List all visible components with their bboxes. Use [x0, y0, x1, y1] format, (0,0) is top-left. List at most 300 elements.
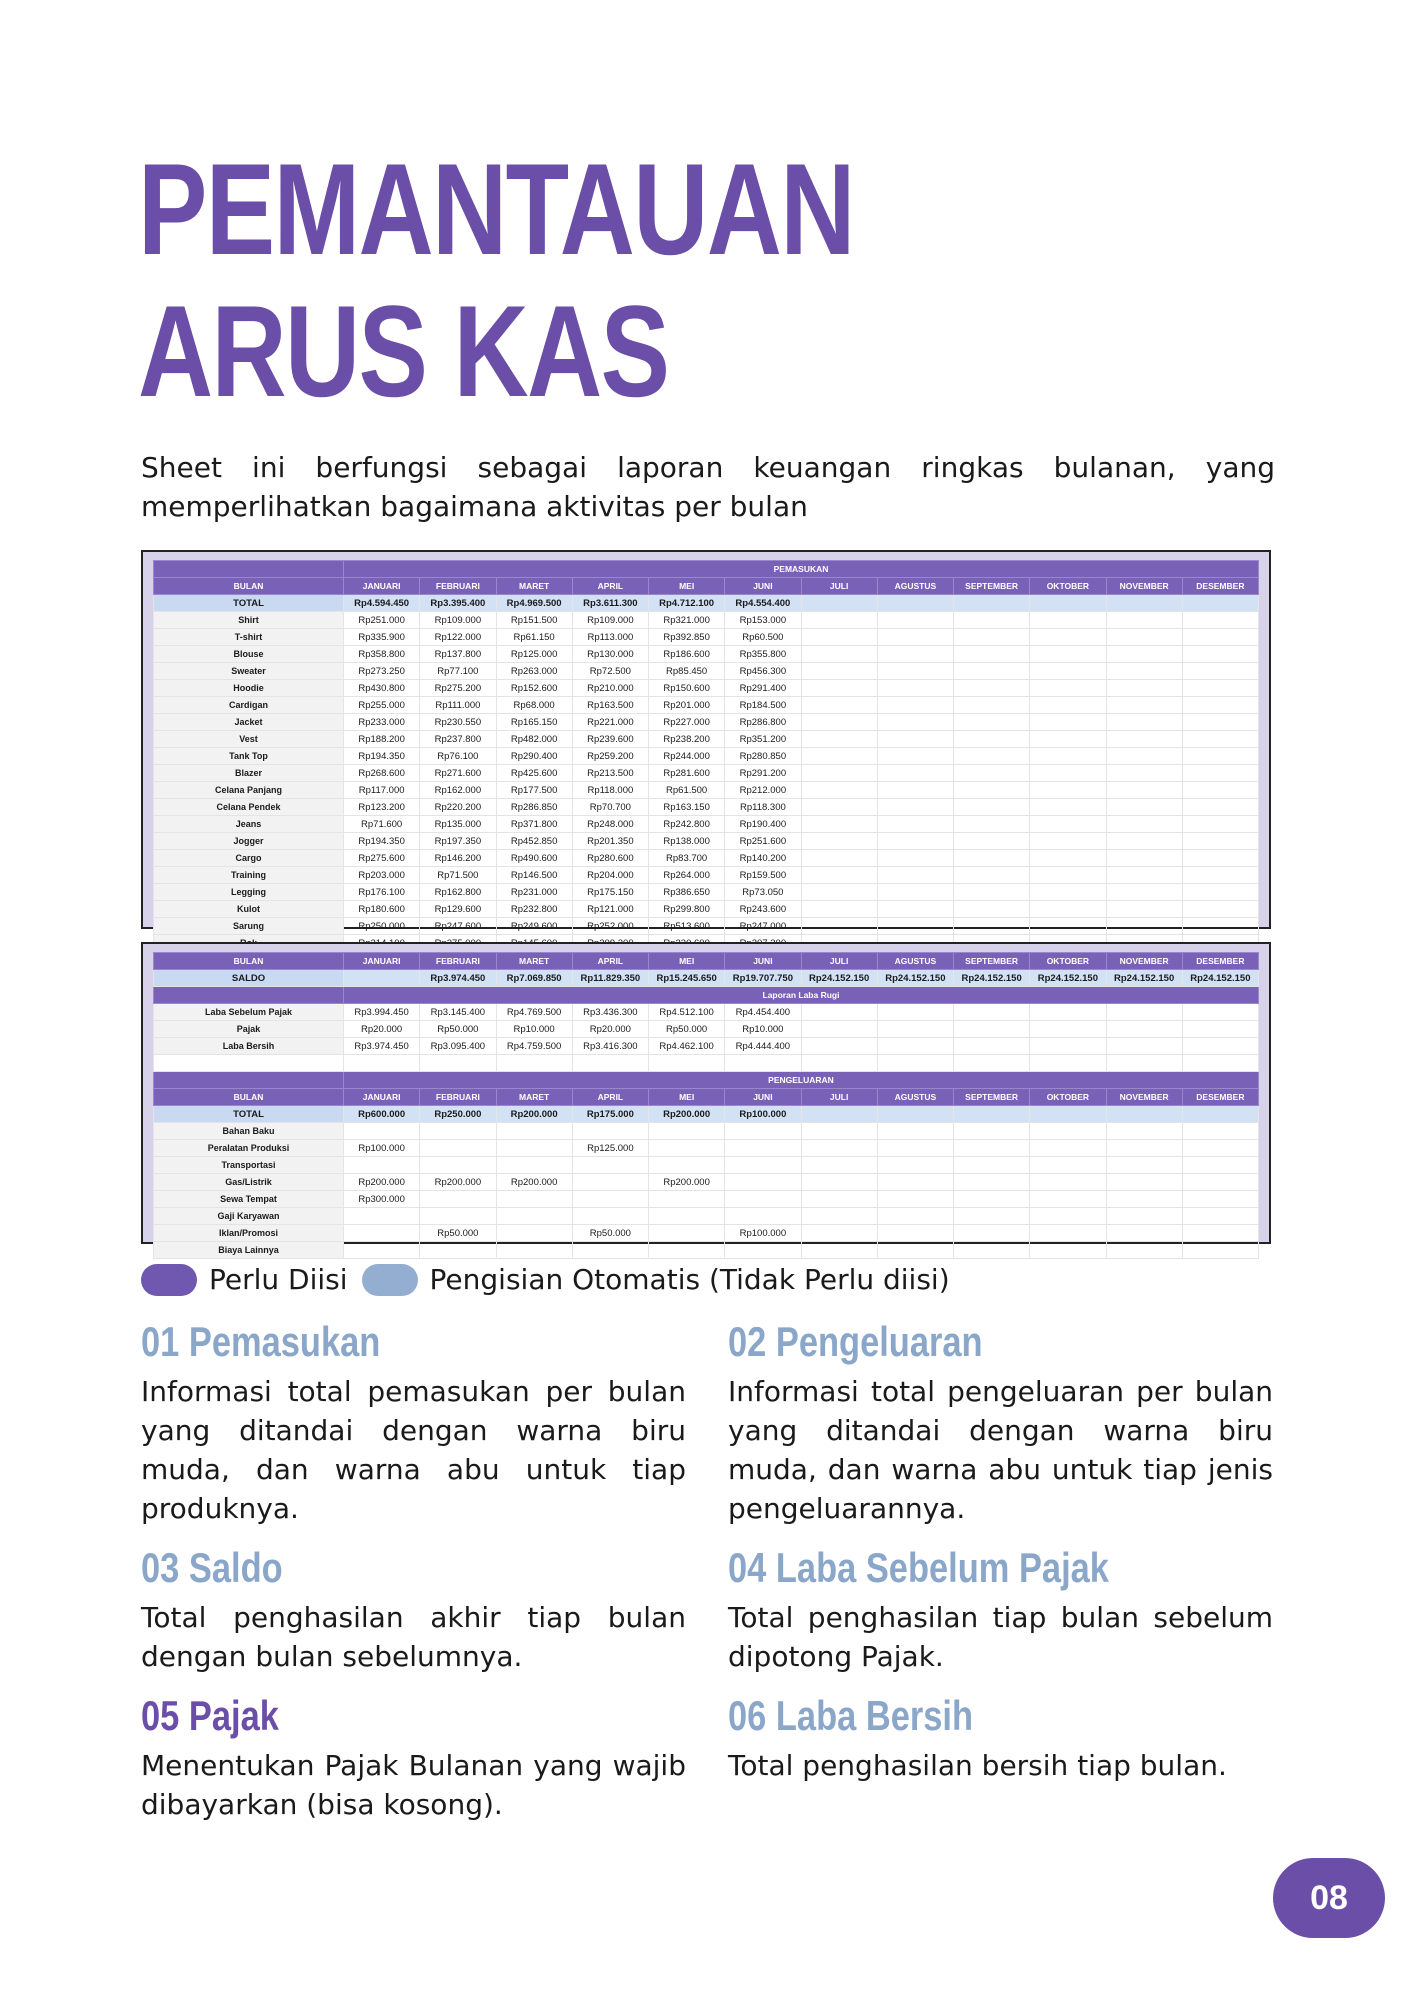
value-cell: Rp237.800 [420, 731, 496, 748]
value-cell: Rp201.350 [572, 833, 648, 850]
value-cell: Rp10.000 [725, 1021, 801, 1038]
value-cell: Rp135.000 [420, 816, 496, 833]
value-cell [877, 918, 953, 935]
value-cell [877, 714, 953, 731]
value-cell [954, 1208, 1030, 1225]
value-cell: Rp355.800 [725, 646, 801, 663]
value-cell: Rp11.829.350 [572, 970, 648, 987]
value-cell [572, 1242, 648, 1259]
value-cell: Rp4.594.450 [344, 595, 420, 612]
value-cell: Rp3.416.300 [572, 1038, 648, 1055]
value-cell [420, 1208, 496, 1225]
value-cell: Rp73.050 [725, 884, 801, 901]
value-cell: Rp137.800 [420, 646, 496, 663]
data-row [154, 680, 1259, 697]
page-title [138, 138, 854, 422]
value-cell [1182, 765, 1258, 782]
empty-cell [725, 1055, 801, 1072]
value-cell: Rp197.350 [420, 833, 496, 850]
month-header-cell: SEPTEMBER [954, 578, 1030, 595]
row-label: Laba Bersih [154, 1038, 344, 1055]
value-cell [954, 1004, 1030, 1021]
value-cell: Rp118.300 [725, 799, 801, 816]
month-header-cell: FEBRUARI [420, 1089, 496, 1106]
value-cell [801, 799, 877, 816]
value-cell [1106, 1157, 1182, 1174]
value-cell: Rp335.900 [344, 629, 420, 646]
value-cell [877, 833, 953, 850]
value-cell: Rp238.200 [649, 731, 725, 748]
value-cell: Rp138.000 [649, 833, 725, 850]
value-cell [801, 1174, 877, 1191]
value-cell [1030, 1242, 1106, 1259]
value-cell: Rp180.600 [344, 901, 420, 918]
value-cell: Rp3.436.300 [572, 1004, 648, 1021]
value-cell [954, 782, 1030, 799]
value-cell: Rp220.200 [420, 799, 496, 816]
value-cell: Rp275.200 [420, 680, 496, 697]
bulan-header: BULAN [154, 578, 344, 595]
value-cell: Rp83.700 [649, 850, 725, 867]
value-cell [954, 1123, 1030, 1140]
month-header-cell: DESEMBER [1182, 1089, 1258, 1106]
row-label: Cardigan [154, 697, 344, 714]
month-header-row [154, 1089, 1259, 1106]
value-cell [1106, 697, 1182, 714]
value-cell [877, 697, 953, 714]
value-cell [877, 663, 953, 680]
empty-cell [801, 1055, 877, 1072]
value-cell [801, 765, 877, 782]
value-cell [877, 731, 953, 748]
banner-label: Laporan Laba Rugi [344, 987, 1259, 1004]
value-cell [1182, 595, 1258, 612]
value-cell [877, 1208, 953, 1225]
data-row [154, 901, 1259, 918]
month-header-cell: MARET [496, 1089, 572, 1106]
empty-cell [344, 1055, 420, 1072]
value-cell: Rp50.000 [420, 1225, 496, 1242]
value-cell: Rp286.800 [725, 714, 801, 731]
value-cell [801, 850, 877, 867]
value-cell [1030, 765, 1106, 782]
value-cell [954, 595, 1030, 612]
value-cell [954, 697, 1030, 714]
section-text: Total penghasilan bersih tiap bulan. [728, 1749, 1227, 1782]
data-row [154, 612, 1259, 629]
value-cell [877, 595, 953, 612]
value-cell [1030, 1157, 1106, 1174]
value-cell: Rp61.500 [649, 782, 725, 799]
value-cell [1106, 1208, 1182, 1225]
value-cell: Rp117.000 [344, 782, 420, 799]
value-cell: Rp230.550 [420, 714, 496, 731]
row-label: Hoodie [154, 680, 344, 697]
empty-cell [420, 1055, 496, 1072]
value-cell [649, 1208, 725, 1225]
month-header-cell: SEPTEMBER [954, 1089, 1030, 1106]
value-cell [877, 646, 953, 663]
value-cell [1030, 714, 1106, 731]
data-row [154, 1191, 1259, 1208]
value-cell [954, 833, 1030, 850]
value-cell [877, 799, 953, 816]
total-row [154, 1106, 1259, 1123]
value-cell [801, 1021, 877, 1038]
value-cell [1182, 646, 1258, 663]
value-cell: Rp159.500 [725, 867, 801, 884]
value-cell [801, 680, 877, 697]
value-cell: Rp100.000 [725, 1225, 801, 1242]
value-cell [801, 663, 877, 680]
value-cell [1182, 867, 1258, 884]
value-cell [1030, 731, 1106, 748]
value-cell [1030, 612, 1106, 629]
value-cell: Rp3.611.300 [572, 595, 648, 612]
value-cell: Rp165.150 [496, 714, 572, 731]
banner-spacer [154, 987, 344, 1004]
value-cell: Rp290.400 [496, 748, 572, 765]
laba-rugi-banner [154, 987, 1259, 1004]
value-cell [954, 1140, 1030, 1157]
month-header-cell: JULI [801, 1089, 877, 1106]
value-cell [954, 918, 1030, 935]
value-cell [1030, 680, 1106, 697]
month-header-cell: NOVEMBER [1106, 953, 1182, 970]
value-cell [801, 782, 877, 799]
empty-cell [1106, 1055, 1182, 1072]
month-header-cell: FEBRUARI [420, 953, 496, 970]
value-cell: Rp4.554.400 [725, 595, 801, 612]
value-cell [954, 646, 1030, 663]
value-cell: Rp247.000 [725, 918, 801, 935]
value-cell [1106, 782, 1182, 799]
value-cell: Rp263.000 [496, 663, 572, 680]
value-cell: Rp4.759.500 [496, 1038, 572, 1055]
value-cell [1030, 901, 1106, 918]
row-label: Sweater [154, 663, 344, 680]
value-cell [1106, 612, 1182, 629]
value-cell [877, 612, 953, 629]
value-cell [801, 1242, 877, 1259]
value-cell [877, 850, 953, 867]
value-cell [801, 918, 877, 935]
saldo-pengeluaran-table [153, 952, 1259, 1259]
month-header-cell: JULI [801, 953, 877, 970]
value-cell [954, 1242, 1030, 1259]
value-cell [420, 1157, 496, 1174]
month-header-cell: OKTOBER [1030, 953, 1106, 970]
value-cell: Rp109.000 [572, 612, 648, 629]
value-cell: Rp204.000 [572, 867, 648, 884]
value-cell [801, 1123, 877, 1140]
value-cell [420, 1191, 496, 1208]
value-cell: Rp3.095.400 [420, 1038, 496, 1055]
value-cell: Rp177.500 [496, 782, 572, 799]
value-cell: Rp280.850 [725, 748, 801, 765]
value-cell [1182, 731, 1258, 748]
row-label: Iklan/Promosi [154, 1225, 344, 1242]
value-cell [1106, 680, 1182, 697]
bulan-header: BULAN [154, 1089, 344, 1106]
value-cell [801, 1225, 877, 1242]
data-row [154, 1157, 1259, 1174]
value-cell [420, 1140, 496, 1157]
value-cell [420, 1242, 496, 1259]
row-label: TOTAL [154, 595, 344, 612]
value-cell [801, 833, 877, 850]
value-cell [954, 748, 1030, 765]
value-cell [801, 1140, 877, 1157]
value-cell [954, 1174, 1030, 1191]
month-header-cell: MEI [649, 953, 725, 970]
value-cell [1182, 1157, 1258, 1174]
value-cell [1106, 1174, 1182, 1191]
value-cell: Rp371.800 [496, 816, 572, 833]
empty-cell [572, 1055, 648, 1072]
value-cell [344, 1208, 420, 1225]
row-label: Transportasi [154, 1157, 344, 1174]
value-cell: Rp24.152.150 [1182, 970, 1258, 987]
value-cell [1182, 884, 1258, 901]
value-cell [954, 1191, 1030, 1208]
value-cell: Rp233.000 [344, 714, 420, 731]
section-pengeluaran [728, 1316, 1273, 1528]
value-cell: Rp15.245.650 [649, 970, 725, 987]
value-cell [1030, 1021, 1106, 1038]
value-cell: Rp163.150 [649, 799, 725, 816]
value-cell: Rp4.512.100 [649, 1004, 725, 1021]
month-header-cell: MEI [649, 1089, 725, 1106]
data-row [154, 799, 1259, 816]
value-cell: Rp24.152.150 [877, 970, 953, 987]
value-cell: Rp50.000 [572, 1225, 648, 1242]
month-header-cell: FEBRUARI [420, 578, 496, 595]
section-pemasukan [141, 1316, 686, 1528]
data-row [154, 918, 1259, 935]
value-cell: Rp231.000 [496, 884, 572, 901]
value-cell [1030, 748, 1106, 765]
value-cell [1106, 901, 1182, 918]
page-title-line-1: PEMANTAUAN [138, 136, 854, 282]
value-cell [1106, 1123, 1182, 1140]
value-cell [954, 816, 1030, 833]
value-cell [1106, 1242, 1182, 1259]
value-cell [1182, 612, 1258, 629]
value-cell [344, 1225, 420, 1242]
value-cell [1106, 867, 1182, 884]
legend [141, 1263, 950, 1296]
value-cell [954, 1225, 1030, 1242]
value-cell [1030, 1038, 1106, 1055]
value-cell [877, 1174, 953, 1191]
pengeluaran-banner [154, 1072, 1259, 1089]
value-cell: Rp50.000 [420, 1021, 496, 1038]
month-header-cell: MEI [649, 578, 725, 595]
value-cell [954, 1038, 1030, 1055]
legend-auto-label: Pengisian Otomatis (Tidak Perlu diisi) [429, 1263, 950, 1296]
value-cell [801, 901, 877, 918]
bulan-header: BULAN [154, 953, 344, 970]
empty-cell [954, 1055, 1030, 1072]
data-row [154, 782, 1259, 799]
value-cell [725, 1123, 801, 1140]
section-text: Total penghasilan tiap bulan sebelum dipotong Pajak. [728, 1601, 1273, 1673]
value-cell: Rp71.600 [344, 816, 420, 833]
value-cell: Rp200.000 [344, 1174, 420, 1191]
month-header-cell: APRIL [572, 578, 648, 595]
section-text: Menentukan Pajak Bulanan yang wajib dibayarkan (bisa kosong). [141, 1749, 686, 1821]
value-cell: Rp122.000 [420, 629, 496, 646]
value-cell [1182, 1038, 1258, 1055]
month-header-cell: SEPTEMBER [954, 953, 1030, 970]
value-cell [801, 714, 877, 731]
data-row [154, 1242, 1259, 1259]
value-cell [954, 612, 1030, 629]
value-cell [1030, 697, 1106, 714]
month-header-cell: MARET [496, 578, 572, 595]
row-label: Jogger [154, 833, 344, 850]
value-cell: Rp243.600 [725, 901, 801, 918]
value-cell: Rp100.000 [725, 1106, 801, 1123]
data-row [154, 816, 1259, 833]
banner-label: PEMASUKAN [344, 561, 1259, 578]
value-cell [344, 1157, 420, 1174]
value-cell: Rp3.994.450 [344, 1004, 420, 1021]
value-cell [954, 867, 1030, 884]
value-cell: Rp273.250 [344, 663, 420, 680]
value-cell: Rp190.400 [725, 816, 801, 833]
value-cell [1106, 595, 1182, 612]
value-cell [1030, 629, 1106, 646]
value-cell [649, 1157, 725, 1174]
value-cell: Rp176.100 [344, 884, 420, 901]
value-cell: Rp175.000 [572, 1106, 648, 1123]
value-cell [572, 1208, 648, 1225]
value-cell: Rp425.600 [496, 765, 572, 782]
value-cell [801, 646, 877, 663]
section-heading: 06 Laba Bersih [728, 1692, 974, 1739]
section-text: Total penghasilan akhir tiap bulan dengan bulan sebelumnya. [141, 1601, 686, 1673]
data-row [154, 850, 1259, 867]
value-cell: Rp85.450 [649, 663, 725, 680]
value-cell [801, 1157, 877, 1174]
value-cell [1106, 1021, 1182, 1038]
section-heading: 02 Pengeluaran [728, 1318, 983, 1365]
value-cell: Rp321.000 [649, 612, 725, 629]
value-cell [1106, 646, 1182, 663]
value-cell [954, 1021, 1030, 1038]
month-header-cell: JUNI [725, 953, 801, 970]
value-cell [1182, 850, 1258, 867]
value-cell [1182, 629, 1258, 646]
value-cell: Rp249.600 [496, 918, 572, 935]
row-label: Jacket [154, 714, 344, 731]
data-row [154, 765, 1259, 782]
value-cell [572, 1157, 648, 1174]
value-cell [1182, 1225, 1258, 1242]
value-cell: Rp242.800 [649, 816, 725, 833]
row-label: Gas/Listrik [154, 1174, 344, 1191]
value-cell [496, 1140, 572, 1157]
value-cell: Rp123.200 [344, 799, 420, 816]
value-cell [1182, 1174, 1258, 1191]
value-cell: Rp280.600 [572, 850, 648, 867]
value-cell: Rp200.000 [649, 1106, 725, 1123]
value-cell [877, 816, 953, 833]
value-cell [954, 731, 1030, 748]
value-cell [1182, 663, 1258, 680]
value-cell: Rp10.000 [496, 1021, 572, 1038]
month-header-cell: APRIL [572, 953, 648, 970]
section-laba-bersih [728, 1690, 1273, 1785]
row-label: Blouse [154, 646, 344, 663]
value-cell: Rp210.000 [572, 680, 648, 697]
value-cell [1030, 799, 1106, 816]
value-cell: Rp121.000 [572, 901, 648, 918]
row-label: Gaji Karyawan [154, 1208, 344, 1225]
value-cell [1030, 782, 1106, 799]
value-cell: Rp4.444.400 [725, 1038, 801, 1055]
value-cell [1030, 1191, 1106, 1208]
legend-fill-label: Perlu Diisi [209, 1263, 348, 1296]
value-cell [1030, 595, 1106, 612]
value-cell [1106, 748, 1182, 765]
value-cell [877, 1140, 953, 1157]
section-text: Informasi total pengeluaran per bulan yang ditandai dengan warna biru muda, dan warna abu untuk tiap jenis pengeluarannya. [728, 1375, 1273, 1525]
value-cell: Rp76.100 [420, 748, 496, 765]
value-cell [1182, 714, 1258, 731]
month-header-cell: JANUARI [344, 578, 420, 595]
value-cell [1106, 1004, 1182, 1021]
month-header-cell: NOVEMBER [1106, 1089, 1182, 1106]
value-cell [1106, 714, 1182, 731]
month-header-cell: OKTOBER [1030, 1089, 1106, 1106]
value-cell: Rp600.000 [344, 1106, 420, 1123]
value-cell [877, 1242, 953, 1259]
value-cell [1182, 901, 1258, 918]
row-label: TOTAL [154, 1106, 344, 1123]
section-pajak [141, 1690, 686, 1824]
value-cell [801, 816, 877, 833]
empty-cell [154, 1055, 344, 1072]
value-cell: Rp140.200 [725, 850, 801, 867]
row-label: Legging [154, 884, 344, 901]
value-cell [954, 799, 1030, 816]
section-heading: 03 Saldo [141, 1544, 283, 1591]
value-cell: Rp24.152.150 [801, 970, 877, 987]
value-cell [344, 1242, 420, 1259]
value-cell [344, 1123, 420, 1140]
value-cell [801, 731, 877, 748]
value-cell [801, 595, 877, 612]
row-label: Shirt [154, 612, 344, 629]
value-cell: Rp24.152.150 [1030, 970, 1106, 987]
value-cell [1030, 850, 1106, 867]
empty-cell [1182, 1055, 1258, 1072]
value-cell [954, 884, 1030, 901]
value-cell: Rp3.395.400 [420, 595, 496, 612]
saldo-pengeluaran-sheet-screenshot [141, 942, 1271, 1255]
value-cell: Rp251.600 [725, 833, 801, 850]
value-cell [1030, 1174, 1106, 1191]
value-cell [877, 1106, 953, 1123]
value-cell: Rp60.500 [725, 629, 801, 646]
value-cell [1106, 799, 1182, 816]
value-cell: Rp275.600 [344, 850, 420, 867]
value-cell: Rp452.850 [496, 833, 572, 850]
value-cell: Rp20.000 [344, 1021, 420, 1038]
